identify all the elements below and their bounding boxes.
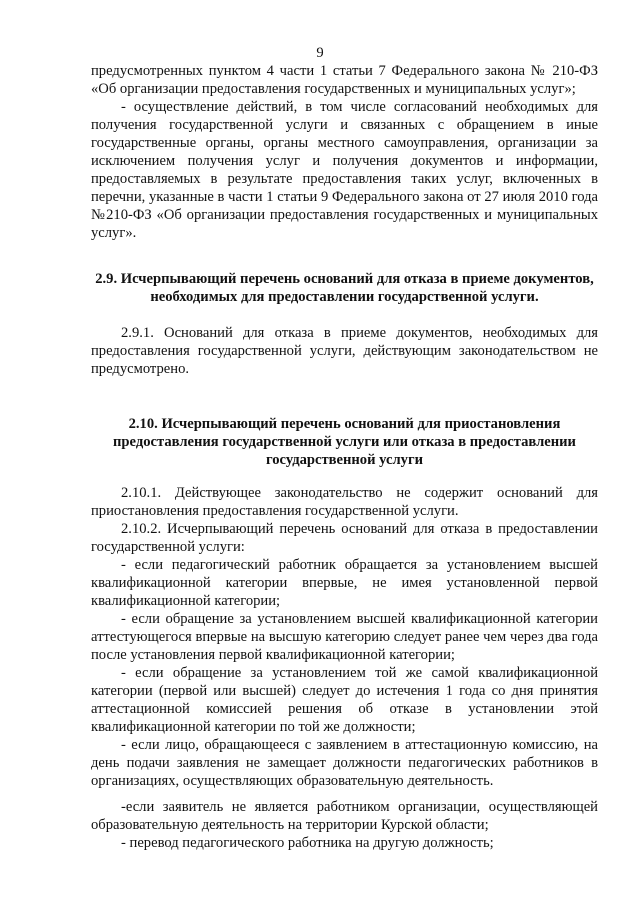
document-body [91, 62, 598, 852]
paragraph-actions: - осуществление действий, в том числе согласований необходимых для получения государственной услуги и связанных с обращением в иные государственные органы, органы местного самоуправления, организации за исключением получения услуг и получения документов и информации, предоставляемых в результате предоставления таких услуг, включенных в перечни, указанные в части 1 статьи 9 Федерального закона от 27 июля 2010 года №210-ФЗ «Об организации предоставления государственных и муниципальных услуг». [91, 99, 598, 241]
list-item-same-category: - если обращение за установлением той же самой квалификационной категории (первой или высшей) следует до истечения 1 года со дня принятия аттестационной комиссией решения об отказе в установлении этой квалификационной категории по той же должности; [91, 665, 598, 735]
paragraph-2-9-1: 2.9.1. Оснований для отказа в приеме документов, необходимых для предоставления государственной услуги, действующим законодательством не предусмотрено. [91, 325, 598, 377]
section-heading-2-9: 2.9. Исчерпывающий перечень оснований для отказа в приеме документов, необходимых для предоставлении государственной услуги. [95, 271, 594, 305]
list-item-first-category: - если педагогический работник обращается за установлением высшей квалификационной категории впервые, не имея установленной первой квалификационной категории; [91, 557, 598, 609]
page-number: 9 [316, 45, 324, 61]
section-heading-2-10: 2.10. Исчерпывающий перечень оснований для приостановления предоставления государственной услуги или отказа в предоставлении государственной услуги [113, 416, 576, 468]
list-item-transfer: - перевод педагогического работника на другую должность; [121, 835, 494, 851]
list-item-two-years: - если обращение за установлением высшей квалификационной категории аттестующегося впервые на высшую категорию следует ранее чем через два года после установления первой квалификационной категории; [91, 611, 598, 663]
paragraph-2-10-1: 2.10.1. Действующее законодательство не содержит оснований для приостановления предоставления государственной услуги. [91, 485, 598, 519]
paragraph-continuation: предусмотренных пунктом 4 части 1 статьи 7 Федерального закона № 210-ФЗ «Об организации предоставления государственных и муниципальных услуг»; [91, 63, 598, 97]
paragraph-2-10-2: 2.10.2. Исчерпывающий перечень оснований для отказа в предоставлении государственной услуги: [91, 521, 598, 555]
list-item-not-employee: -если заявитель не является работником организации, осуществляющей образовательную деятельность на территории Курской области; [91, 799, 598, 833]
list-item-not-pedagogical: - если лицо, обращающееся с заявлением в аттестационную комиссию, на день подачи заявления не замещает должности педагогических работников в организациях, осуществляющих образовательную деятельность. [91, 737, 598, 789]
